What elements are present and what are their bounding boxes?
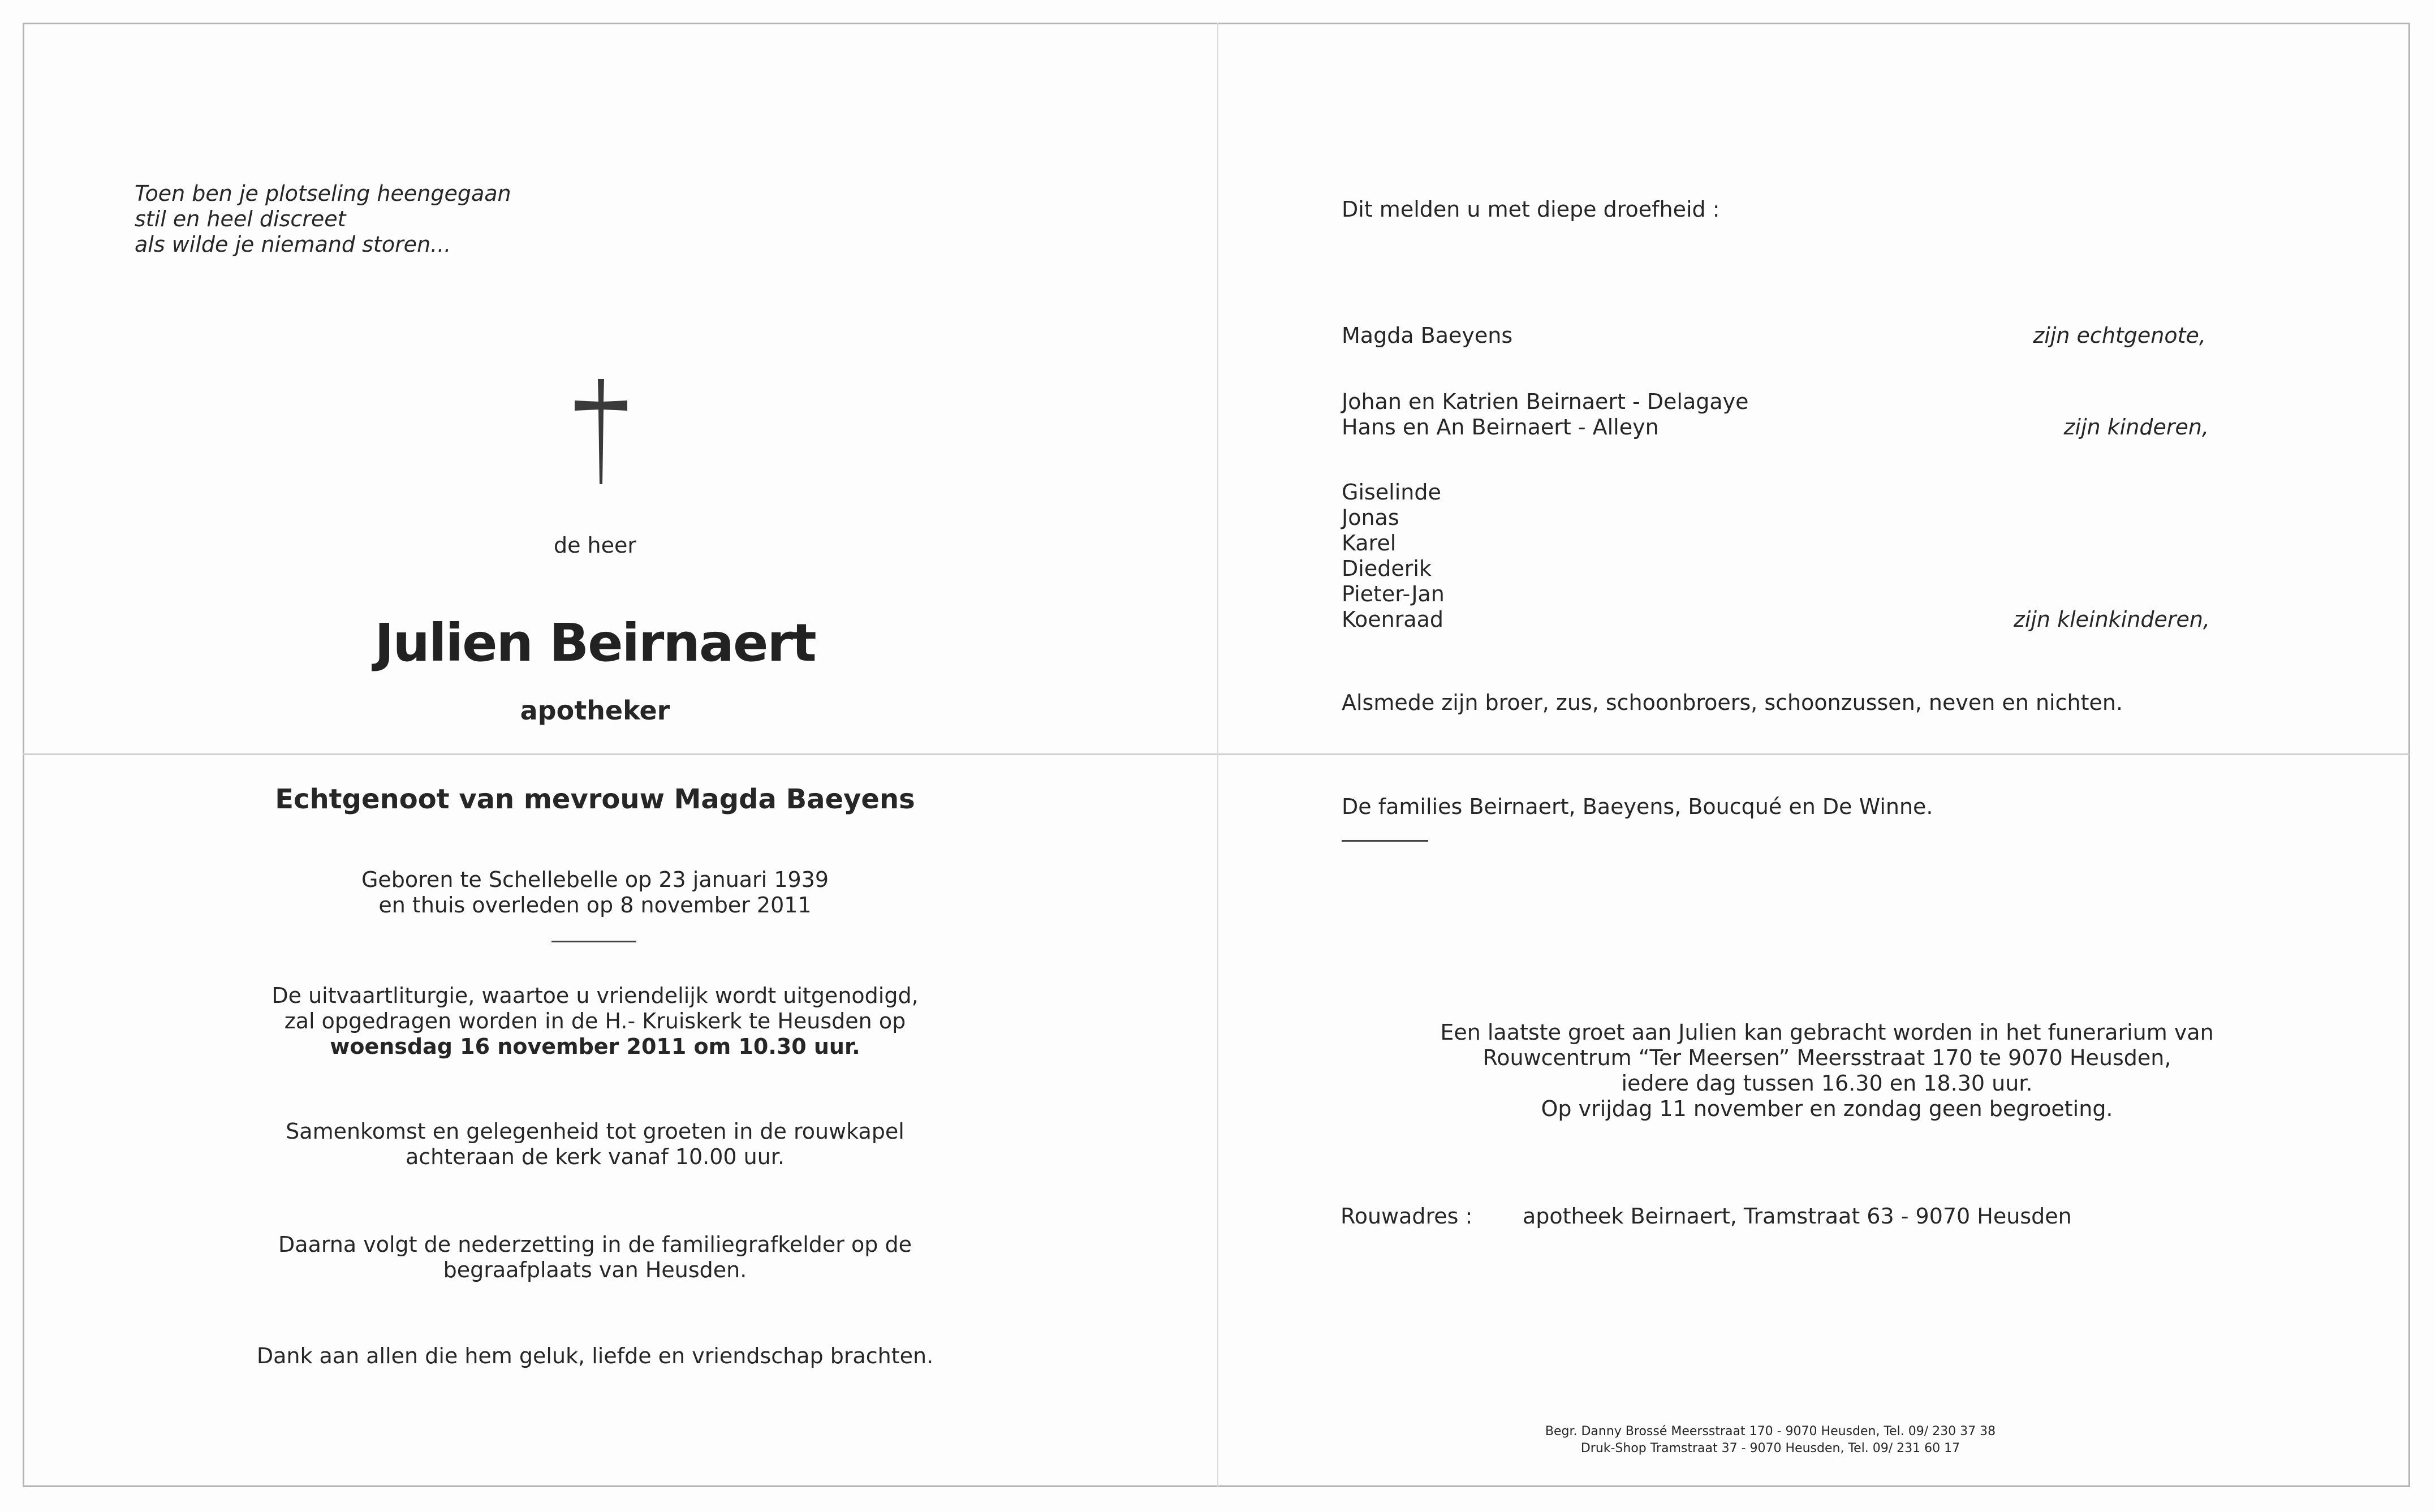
grandchild-3: Karel: [1342, 531, 1397, 555]
poem-line-1: Toen ben je plotseling heengegaan: [135, 181, 511, 206]
grandchild-1: Giselinde: [1342, 480, 1441, 505]
visitation-line-2: Rouwcentrum “Ter Meersen” Meersstraat 170 te 9070 Heusden,: [1482, 1045, 2171, 1070]
grandchild-4: Diederik: [1342, 556, 1432, 581]
footer-line-2: Druk-Shop Tramstraat 37 - 9070 Heusden, Tel. 09/ 231 60 17: [1580, 1441, 1960, 1455]
funeral-date: woensdag 16 november 2011 om 10.30 uur.: [330, 1034, 860, 1059]
child-2: Hans en An Beirnaert - Alleyn: [1342, 415, 1659, 440]
visitation-line-3: iedere dag tussen 16.30 en 18.30 uur.: [1621, 1071, 2033, 1096]
children-relation: zijn kinderen,: [2063, 415, 2209, 440]
vertical-fold: [1217, 23, 1218, 1487]
deceased-name: Julien Beirnaert: [374, 613, 816, 673]
poem-line-3: als wilde je niemand storen...: [135, 232, 451, 257]
border-bottom: [23, 1485, 2410, 1487]
birth-line-1: Geboren te Schellebelle op 23 januari 1939: [361, 867, 829, 892]
thanks-line: Dank aan allen die hem geluk, liefde en vriendschap brachten.: [256, 1343, 934, 1368]
spouse-line: Echtgenoot van mevrouw Magda Baeyens: [275, 783, 915, 815]
visitation-line-4: Op vrijdag 11 november en zondag geen begroeting.: [1541, 1096, 2113, 1121]
child-1: Johan en Katrien Beirnaert - Delagaye: [1342, 389, 1749, 414]
gathering-line-2: achteraan de kerk vanaf 10.00 uur.: [405, 1144, 785, 1169]
funeral-line-2: zal opgedragen worden in de H.- Kruiskerk te Heusden op: [284, 1009, 906, 1033]
funeral-line-1: De uitvaartliturgie, waartoe u vriendelijk wordt uitgenodigd,: [271, 983, 919, 1008]
profession: apotheker: [520, 695, 670, 726]
families-line: De families Beirnaert, Baeyens, Boucqué en De Winne.: [1342, 794, 1933, 819]
spouse-relation: zijn echtgenote,: [2033, 323, 2206, 348]
address-label: Rouwadres :: [1341, 1204, 1473, 1229]
footer-line-1: Begr. Danny Brossé Meersstraat 170 - 9070 Heusden, Tel. 09/ 230 37 38: [1545, 1424, 1996, 1438]
grandchildren-relation: zijn kleinkinderen,: [2013, 607, 2210, 632]
visitation-line-1: Een laatste groet aan Julien kan gebracht worden in het funerarium van: [1440, 1020, 2214, 1045]
grandchild-5: Pieter-Jan: [1342, 581, 1445, 606]
relatives-line: Alsmede zijn broer, zus, schoonbroers, schoonzussen, neven en nichten.: [1342, 690, 2123, 715]
announcement-intro: Dit melden u met diepe droefheid :: [1342, 197, 1720, 222]
horizontal-fold: [23, 753, 2410, 755]
separator-rule-right: [1342, 840, 1428, 842]
title-prefix: de heer: [553, 533, 637, 558]
address-value: apotheek Beirnaert, Tramstraat 63 - 9070 Heusden: [1523, 1204, 2072, 1229]
burial-line-2: begraafplaats van Heusden.: [443, 1257, 747, 1282]
grandchild-2: Jonas: [1342, 505, 1399, 530]
birth-line-2: en thuis overleden op 8 november 2011: [378, 893, 812, 917]
spouse-name: Magda Baeyens: [1342, 323, 1513, 348]
grandchild-6: Koenraad: [1342, 607, 1444, 632]
latin-cross-icon: [574, 378, 628, 485]
poem-line-2: stil en heel discreet: [135, 206, 346, 231]
gathering-line-1: Samenkomst en gelegenheid tot groeten in de rouwkapel: [286, 1119, 904, 1144]
border-top: [23, 23, 2410, 24]
burial-line-1: Daarna volgt de nederzetting in de familiegrafkelder op de: [278, 1232, 912, 1257]
separator-rule-left: [551, 941, 636, 942]
